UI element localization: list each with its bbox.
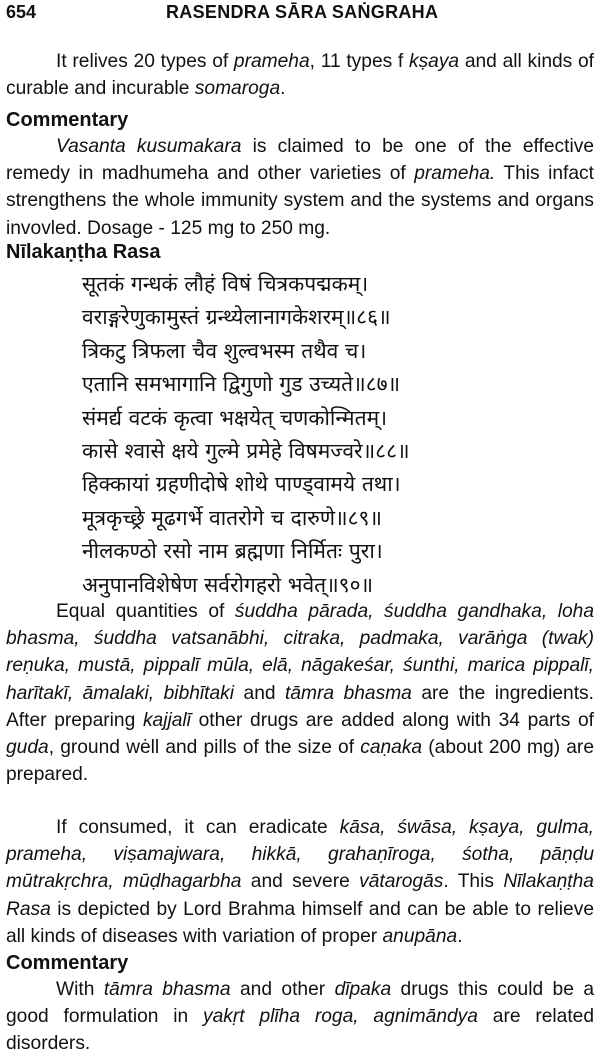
commentary-heading: Commentary xyxy=(6,109,129,131)
commentary-paragraph: With tāmra bhasma and other dīpaka drugs this could be a good formulation in yakṛt plīha roga, agnimāndya are related disorders. xyxy=(6,979,595,1055)
verse-line: सूतकं गन्धकं लौहं विषं चित्रकपद्मकम्। xyxy=(82,272,369,296)
verse-line: संमर्द्य वटकं कृत्वा भक्षयेत् चणकोन्मितम्। xyxy=(82,405,388,430)
section-heading-block xyxy=(6,239,594,265)
verse-line: अनुपानविशेषेण सर्वरोगहरो भवेत्॥९०॥ xyxy=(82,572,374,597)
ingredients-paragraph: Equal quantities of śuddha pārada, śuddha gandhaka, loha bhasma, śuddha vatsanābhi, citraka, padmaka, varāṅga (twak) reṇuka, mustā, pippalī mūla, elā, nāgakeśar, śunthi, marica pippalī, harītakī, āmalaki, bibhītaki and tāmra bhasma are the ingredients. After preparing kajjalī other drugs are added along with 34 parts of guda, ground wėll and pills of the size of caṇaka (about 200 mg) are prepared. xyxy=(6,601,594,786)
verse-line: नीलकण्ठो रसो नाम ब्रह्मणा निर्मितः पुरा। xyxy=(82,539,383,564)
commentary-section xyxy=(6,107,594,242)
running-title: RASENDRA SĀRA SAṄGRAHA xyxy=(166,2,439,22)
sanskrit-verse xyxy=(82,268,410,602)
intro-paragraph: It relives 20 types of prameha, 11 types f kṣaya and all kinds of curable and incurable somaroga. xyxy=(6,51,594,100)
verse-line: त्रिकटु त्रिफला चैव शुल्वभस्म तथैव च। xyxy=(82,338,367,363)
page-header xyxy=(6,2,580,26)
section-heading: Nīlakaṇṭha Rasa xyxy=(6,241,161,263)
indications-paragraph: If consumed, it can eradicate kāsa, śwāsa, kṣaya, gulma, prameha, viṣamajwara, hikkā, grahaṇīroga, śotha, pāṇḍu mūtrakṛchra, mūḍhagarbha and severe vātarogās. This Nīlakaṇṭha Rasa is depicted by Lord Brahma himself and can be able to relieve all kinds of diseases with variation of proper anupāna. xyxy=(6,817,595,947)
commentary-section xyxy=(6,950,594,1058)
commentary-paragraph: Vasanta kusumakara is claimed to be one of the effective remedy in madhumeha and other varieties of prameha. This infact strengthens the whole immunity system and the systems and organs invovled. Dosage - 125 mg to 250 mg. xyxy=(6,136,594,239)
verse-line: हिक्कायां ग्रहणीदोषे शोथे पाण्ड्वामये तथा। xyxy=(82,472,401,497)
verse-line: मूत्रकृच्छ्रे मूढगर्भे वातरोगे च दारुणे॥८९॥ xyxy=(82,505,382,530)
verse-line: वराङ्गरेणुकामुस्तं ग्रन्थ्येलानागकेशरम्॥८६॥ xyxy=(82,305,391,330)
verse-line: कासे श्वासे क्षये गुल्मे प्रमेहे विषमज्वरे॥८८॥ xyxy=(82,438,410,463)
commentary-heading: Commentary xyxy=(6,952,129,974)
verse-line: एतानि समभागानि द्विगुणो गुड उच्यते॥८७॥ xyxy=(82,372,401,397)
page-number: 654 xyxy=(6,2,37,22)
